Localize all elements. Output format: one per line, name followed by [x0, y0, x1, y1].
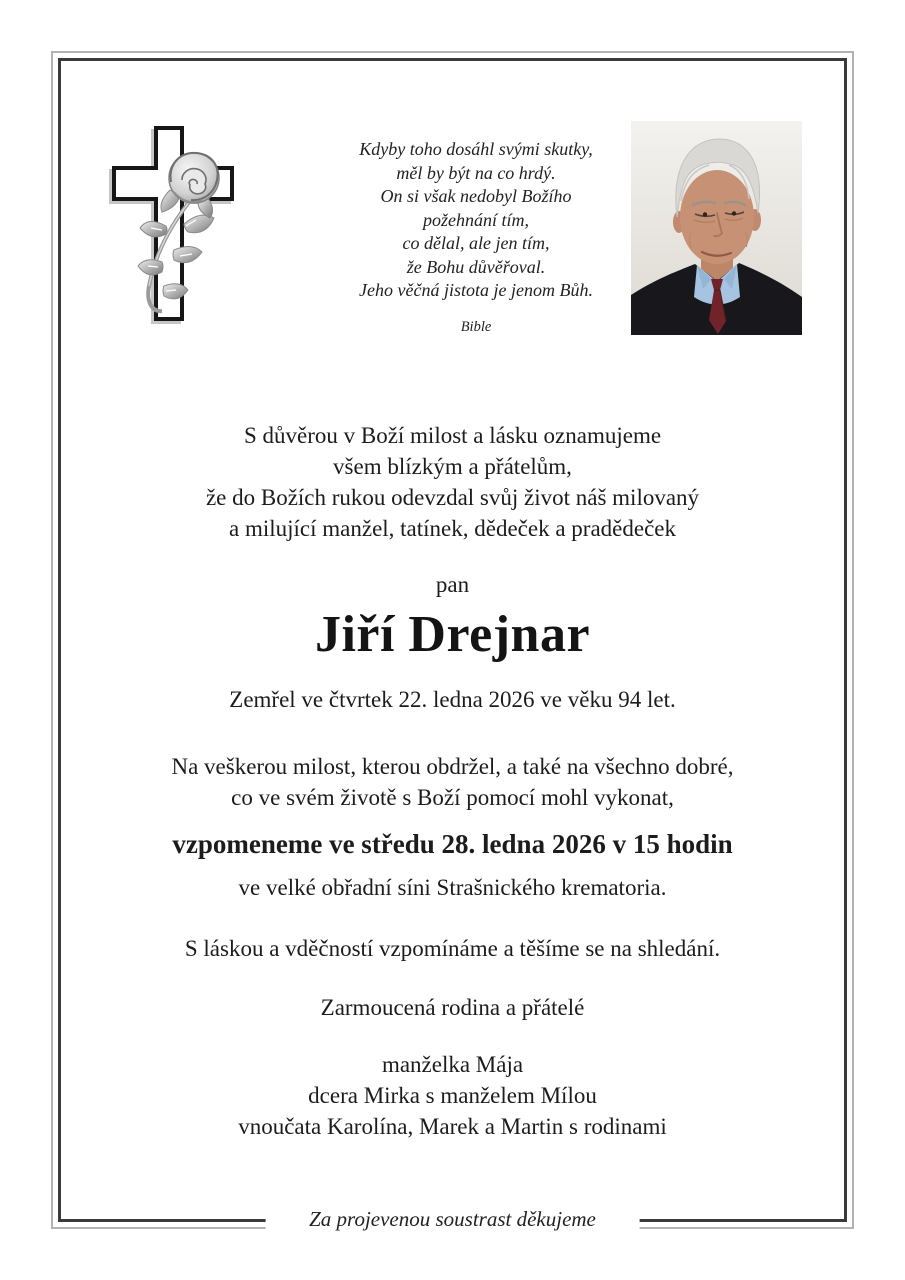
announcement-line: že do Božích rukou odevzdal svůj život náš milovaný	[205, 485, 700, 510]
announcement-section	[70, 420, 835, 544]
memorial-line: Na veškerou milost, kterou obdržel, a také na všechno dobré,	[171, 754, 734, 779]
family-member-line: manželka Mája	[381, 1052, 524, 1077]
quote-line: že Bohu důvěřoval.	[406, 256, 546, 277]
quote-line: požehnání tím,	[423, 209, 529, 230]
announcement-line: všem blízkým a přátelům,	[333, 454, 572, 479]
cross-rose-icon	[103, 116, 255, 348]
portrait-image	[631, 121, 802, 335]
family-signature: Zarmoucená rodina a přátelé	[320, 995, 585, 1020]
quote-line: Jeho věčná jistota je jenom Bůh.	[359, 280, 593, 300]
condolence-note: Za projevenou soustrast děkujeme	[265, 1199, 640, 1248]
quote-attribution: Bible	[460, 318, 492, 335]
announcement-line: S důvěrou v Boží milost a lásku oznamujeme	[243, 423, 662, 448]
memorial-date: vzpomeneme ve středu 28. ledna 2026 v 15 hodin	[172, 829, 733, 859]
quote-line: měl by být na co hrdý.	[396, 162, 556, 183]
quote-line: co dělal, ale jen tím,	[402, 233, 550, 253]
memorial-section	[70, 751, 835, 903]
main-content	[70, 420, 835, 1142]
memorial-venue: ve velké obřadní síni Strašnického krematoria.	[238, 875, 667, 900]
family-member-line: dcera Mirka s manželem Mílou	[308, 1083, 597, 1108]
family-member-line: vnoučata Karolína, Marek a Martin s rodinami	[238, 1114, 667, 1139]
quote-line: On si však nedobyl Božího	[380, 186, 572, 206]
quote-block	[300, 138, 652, 339]
deceased-title: pan	[435, 572, 470, 597]
memorial-line: co ve svém životě s Boží pomocí mohl vykonat,	[231, 785, 674, 810]
portrait-photo	[631, 121, 802, 335]
cross-rose-illustration	[103, 116, 255, 348]
remembrance-line: S láskou a vděčností vzpomínáme a těšíme se na shledání.	[184, 936, 721, 961]
family-members	[70, 1049, 835, 1142]
quote-line: Kdyby toho dosáhl svými skutky,	[359, 139, 593, 159]
deceased-name: Jiří Drejnar	[314, 606, 591, 663]
announcement-line: a milující manžel, tatínek, dědeček a pradědeček	[229, 516, 676, 541]
death-notice: Zemřel ve čtvrtek 22. ledna 2026 ve věku 94 let.	[229, 687, 676, 712]
